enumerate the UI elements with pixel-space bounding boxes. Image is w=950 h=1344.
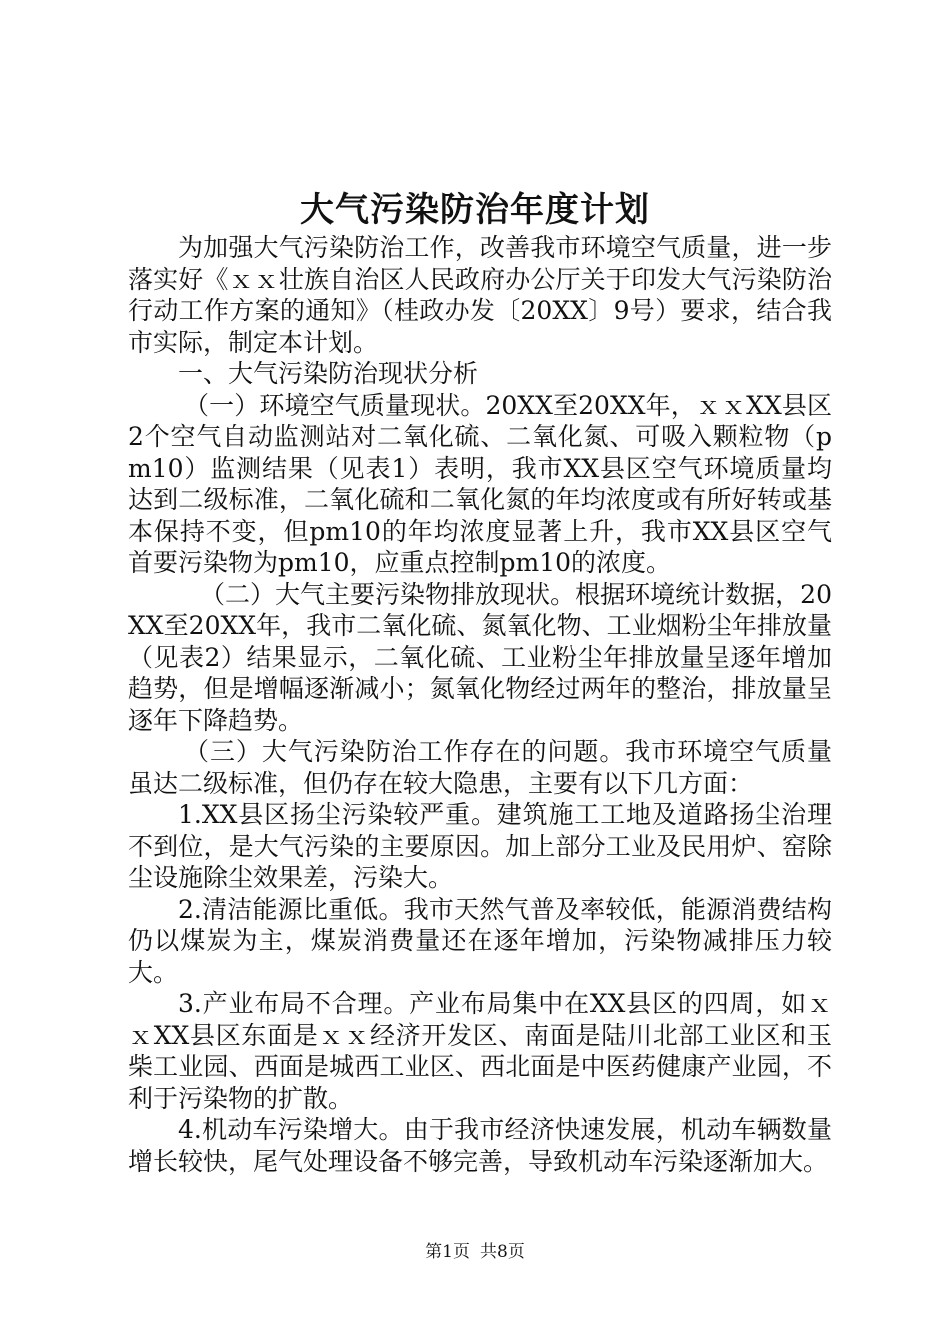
page-count: 共8页 — [480, 1242, 525, 1262]
paragraph-problems: （三）大气污染防治工作存在的问题。我市环境空气质量虽达二级标准，但仍存在较大隐患，主要有以下几方面： — [128, 737, 832, 798]
document-body — [128, 232, 832, 1177]
page-footer — [0, 1240, 950, 1264]
list-item-dust: 1.XX县区扬尘污染较严重。建筑施工工地及道路扬尘治理不到位，是大气污染的主要原因。加上部分工业及民用炉、窑除尘设施除尘效果差，污染大。 — [128, 800, 832, 892]
page-number: 第1页 — [425, 1242, 470, 1262]
list-item-vehicles: 4.机动车污染增大。由于我市经济快速发展，机动车辆数量增长较快，尾气处理设备不够完善，导致机动车污染逐渐加大。 — [128, 1115, 832, 1176]
section-heading-1: 一、大气污染防治现状分析 — [178, 359, 479, 388]
list-item-energy: 2.清洁能源比重低。我市天然气普及率较低，能源消费结构仍以煤炭为主，煤炭消费量还在逐年增加，污染物减排压力较大。 — [128, 894, 832, 987]
list-item-layout: 3.产业布局不合理。产业布局集中在XX县区的四周，如ｘｘXX县区东面是ｘｘ经济开发区、南面是陆川北部工业区和玉柴工业园、西面是城西工业区、西北面是中医药健康产业园，不利于污染物的扩散。 — [128, 989, 832, 1113]
paragraph-emissions: （二）大气主要污染物排放现状。根据环境统计数据，20XX至20XX年，我市二氧化硫、氮氧化物、工业烟粉尘年排放量（见表2）结果显示，二氧化硫、工业粉尘年排放量呈逐年增加趋势，但是增幅逐渐减小；氮氧化物经过两年的整治，排放量呈逐年下降趋势。 — [128, 579, 832, 735]
document-title: 大气污染防治年度计划 — [300, 190, 650, 230]
paragraph-air-quality: （一）环境空气质量现状。20XX至20XX年，ｘｘXX县区2个空气自动监测站对二氧化硫、二氧化氮、可吸入颗粒物（pm10）监测结果（见表1）表明，我市XX县区空气环境质量均达到二级标准，二氧化硫和二氧化氮的年均浓度或有所好转或基本保持不变，但pm10的年均浓度显著上升，我市XX县区空气首要污染物为pm10，应重点控制pm10的浓度。 — [128, 390, 832, 577]
paragraph-intro: 为加强大气污染防治工作，改善我市环境空气质量，进一步落实好《ｘｘ壮族自治区人民政府办公厅关于印发大气污染防治行动工作方案的通知》（桂政办发〔20XX〕9号）要求，结合我市实际，制定本计划。 — [128, 233, 832, 357]
